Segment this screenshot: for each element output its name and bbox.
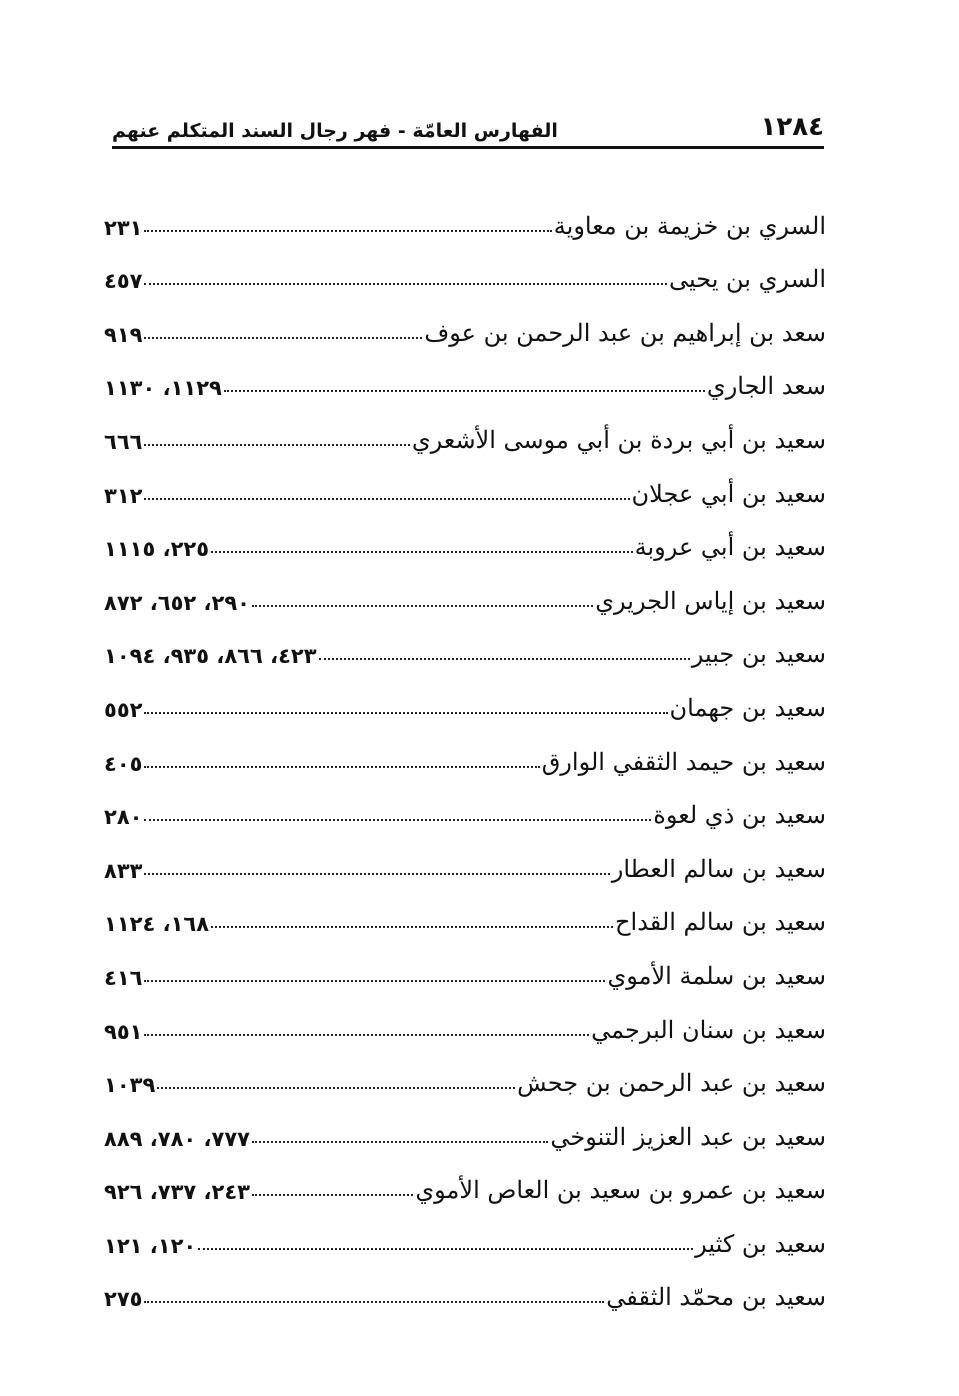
entry-name: سعيد بن ذي لعوة [653,801,826,830]
entry-pages: ٢٣١ [104,215,143,240]
dot-leader [157,1086,515,1089]
entry-pages: ٤٥٧ [104,269,143,294]
entry-name: سعيد بن حيمد الثقفي الوارق [541,747,826,776]
index-entry [104,936,826,990]
entry-name: السري بن خزيمة بن معاوية [553,211,826,240]
entry-name: سعد بن إبراهيم بن عبد الرحمن بن عوف [424,318,826,347]
index-entry [104,990,826,1044]
entry-pages: ٥٥٢ [104,697,143,722]
dot-leader [144,229,551,232]
index-entry [104,347,826,401]
page-header [112,112,824,142]
entry-name: سعيد بن محمّد الثقفي [606,1283,826,1312]
entry-name: سعد الجاري [706,372,826,401]
dot-leader [144,1300,604,1303]
index-entry [104,561,826,615]
entry-name: سعيد بن كثير [695,1229,826,1258]
entry-pages: ٨٣٣ [104,858,143,883]
entry-name: سعيد بن عمرو بن سعيد بن العاص الأموي [415,1176,826,1205]
entry-name: سعيد بن جهمان [669,693,826,722]
page-number: ١٢٨٤ [760,112,824,142]
index-entry [104,615,826,669]
entry-pages: ٧٧٧، ٧٨٠، ٨٨٩ [104,1126,250,1151]
dot-leader [144,765,539,768]
index-entry [104,454,826,508]
entry-pages: ٣١٢ [104,483,143,508]
dot-leader [144,282,667,285]
index-entry [104,829,826,883]
dot-leader [144,336,422,339]
header-rule [112,146,824,149]
dot-leader [211,550,633,553]
entry-pages: ٢٩٠، ٦٥٢، ٨٧٢ [104,590,250,615]
entry-pages: ٤٢٣، ٨٦٦، ٩٣٥، ١٠٩٤ [104,644,317,669]
entry-name: سعيد بن سنان البرجمي [591,1015,826,1044]
index-entry [104,1258,826,1312]
index-list [104,186,826,1311]
index-entry [104,186,826,240]
entry-pages: ٢٢٥، ١١١٥ [104,537,210,562]
dot-leader [144,979,605,982]
dot-leader [211,925,613,928]
entry-pages: ١٠٣٩ [104,1073,156,1098]
index-entry [104,722,826,776]
index-entry [104,293,826,347]
dot-leader [144,872,609,875]
dot-leader [252,1140,548,1143]
entry-pages: ٢٧٥ [104,1287,143,1312]
entry-pages: ١١٢٩، ١١٣٠ [104,376,222,401]
entry-name: سعيد بن عبد الرحمن بن جحش [517,1069,826,1098]
entry-name: سعيد بن عبد العزيز التنوخي [550,1122,826,1151]
index-entry [104,668,826,722]
dot-leader [144,711,667,714]
index-entry [104,776,826,830]
entry-name: سعيد بن إياس الجريري [595,586,826,615]
entry-pages: ٤١٦ [104,965,143,990]
dot-leader [252,604,593,607]
entry-pages: ٦٦٦ [104,429,143,454]
entry-name: سعيد بن سالم القداح [615,908,826,937]
index-entry [104,400,826,454]
entry-pages: ٢٨٠ [104,805,143,830]
index-entry [104,508,826,562]
entry-pages: ٩٥١ [104,1019,143,1044]
entry-name: سعيد بن جبير [691,640,826,669]
index-entry [104,883,826,937]
dot-leader [144,818,651,821]
entry-pages: ٢٤٣، ٧٣٧، ٩٢٦ [104,1180,250,1205]
dot-leader [144,1033,589,1036]
entry-name: سعيد بن أبي عجلان [631,479,826,508]
entry-name: السري بن يحيى [668,265,826,294]
entry-name: سعيد بن أبي عروبة [634,533,826,562]
index-entry [104,1044,826,1098]
entry-pages: ٤٠٥ [104,751,143,776]
dot-leader [319,657,690,660]
running-title: الفهارس العامّة - فهر رجال السند المتكلم عنهم [112,120,558,142]
index-entry [104,1151,826,1205]
dot-leader [252,1193,413,1196]
entry-pages: ٩١٩ [104,322,143,347]
entry-name: سعيد بن أبي بردة بن أبي موسى الأشعري [411,425,826,454]
entry-name: سعيد بن سلمة الأموي [607,961,826,990]
dot-leader [144,443,409,446]
dot-leader [224,389,705,392]
index-entry [104,1204,826,1258]
entry-pages: ١٦٨، ١١٢٤ [104,912,210,937]
entry-name: سعيد بن سالم العطار [611,854,826,883]
dot-leader [198,1247,693,1250]
dot-leader [144,497,629,500]
entry-pages: ١٢٠، ١٢١ [104,1233,197,1258]
index-entry [104,240,826,294]
index-entry [104,1097,826,1151]
